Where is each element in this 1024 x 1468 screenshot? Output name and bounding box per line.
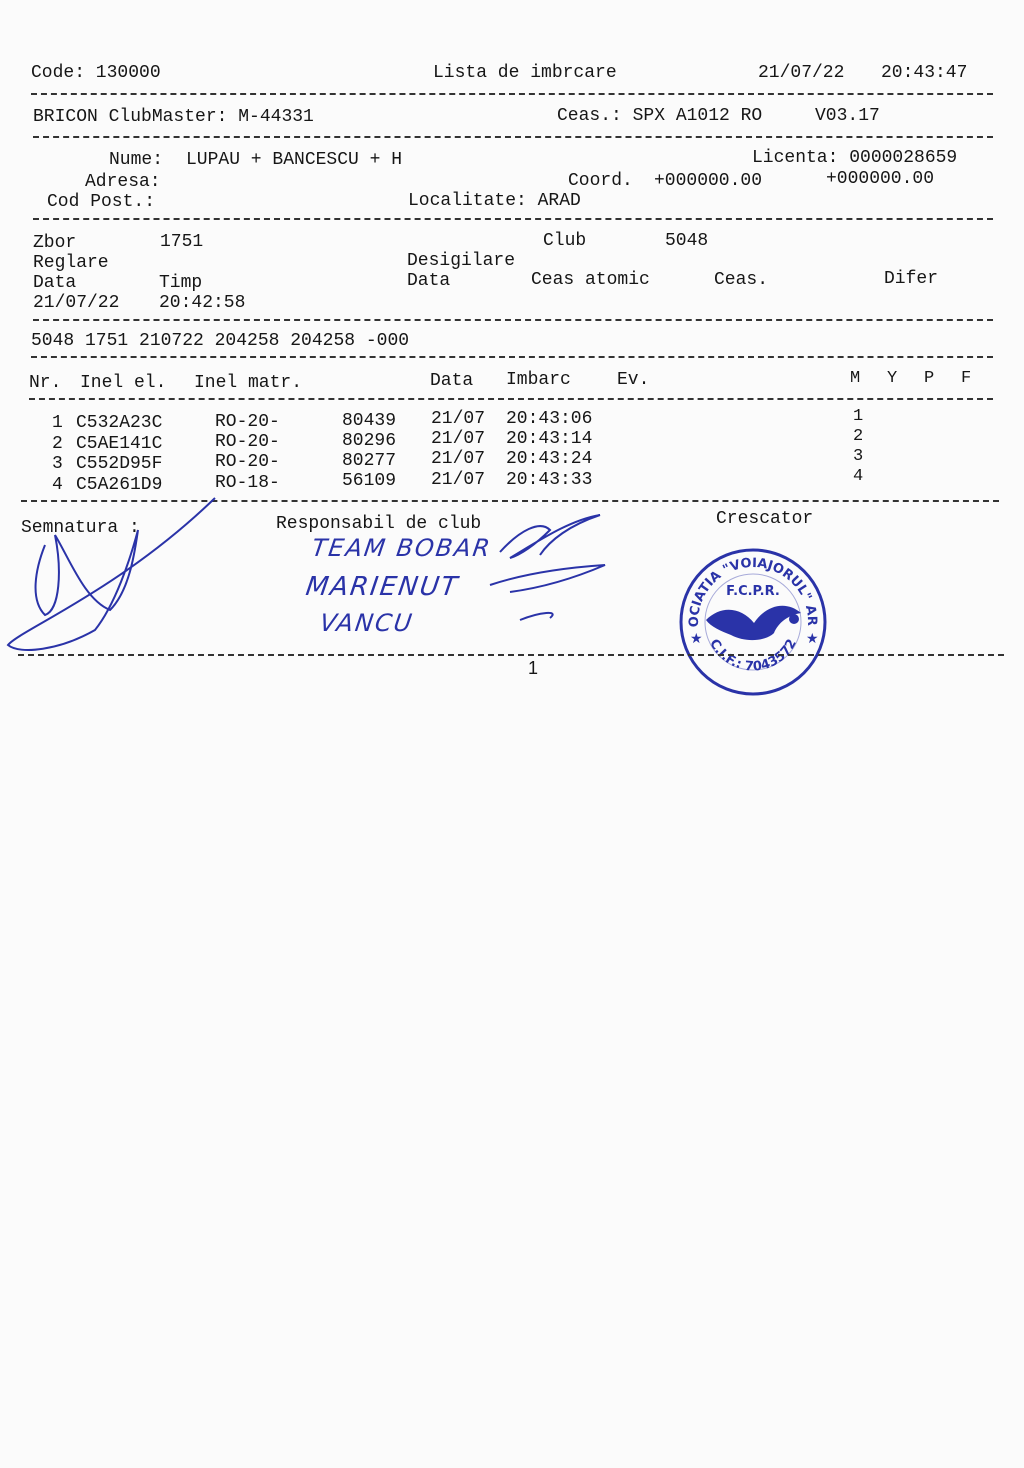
license: Licenta: 0000028659 xyxy=(752,148,958,168)
row-m: 2 xyxy=(853,427,864,446)
difer-label: Difer xyxy=(884,269,939,289)
svg-text:★: ★ xyxy=(806,631,819,647)
ceas-label: Ceas. xyxy=(714,270,769,290)
row-nr: 2 xyxy=(52,434,63,454)
row-date: 21/07 xyxy=(431,449,486,469)
address-label: Adresa: xyxy=(85,172,161,192)
row-nr: 1 xyxy=(52,413,63,433)
col-nr: Nr. xyxy=(29,373,62,393)
locality: Localitate: ARAD xyxy=(408,191,581,211)
row-time: 20:43:33 xyxy=(506,470,593,490)
name-label: Nume: xyxy=(109,150,164,170)
responsabil-label: Responsabil de club xyxy=(276,514,482,534)
row-time: 20:43:24 xyxy=(506,449,593,469)
divider xyxy=(33,136,993,138)
row-inel-el: C5AE141C xyxy=(76,434,163,454)
header-time: 20:43:47 xyxy=(881,63,968,83)
page-number: 1 xyxy=(528,658,539,678)
club-master: BRICON ClubMaster: M-44331 xyxy=(33,107,314,127)
col-inel-matr: Inel matr. xyxy=(194,373,303,393)
header-date: 21/07/22 xyxy=(758,63,845,83)
row-inel-num: 80277 xyxy=(342,451,397,471)
row-inel-num: 56109 xyxy=(342,471,397,491)
zbor-label: Zbor xyxy=(33,233,77,253)
col-m: M xyxy=(850,369,861,388)
col-data: Data xyxy=(430,371,474,391)
timp-label: Timp xyxy=(159,273,203,293)
data-label: Data xyxy=(33,273,77,293)
row-inel-matr: RO-20- xyxy=(215,432,280,452)
stamp-top-text: ASOCIATIA "VOIAJORUL" ARAD xyxy=(670,534,820,628)
coord-1: +000000.00 xyxy=(654,171,763,191)
signature-scribble xyxy=(0,490,250,660)
row-time: 20:43:06 xyxy=(506,409,593,429)
semnatura-label: Semnatura : xyxy=(21,518,140,538)
desigilare-label: Desigilare xyxy=(407,251,516,271)
row-m: 4 xyxy=(853,467,864,486)
code-line: 5048 1751 210722 204258 204258 -000 xyxy=(31,331,410,351)
row-inel-num: 80439 xyxy=(342,411,397,431)
stamp-center-text: F.C.P.R. xyxy=(726,584,780,599)
divider xyxy=(18,654,1004,656)
owner-name: LUPAU + BANCESCU + H xyxy=(186,150,403,170)
row-inel-el: C532A23C xyxy=(76,413,163,433)
handwritten-name: TEAM BOBAR xyxy=(310,534,494,562)
divider xyxy=(31,93,993,95)
club-label: Club xyxy=(543,231,587,251)
row-inel-matr: RO-20- xyxy=(215,452,280,472)
divider xyxy=(31,356,993,358)
row-date: 21/07 xyxy=(431,429,486,449)
reglare-time: 20:42:58 xyxy=(159,293,246,313)
signature-scribble xyxy=(480,500,640,640)
col-ev: Ev. xyxy=(617,370,650,390)
club-stamp xyxy=(670,534,830,699)
data2-label: Data xyxy=(407,271,451,291)
svg-text:★: ★ xyxy=(690,631,703,647)
clock-info: Ceas.: SPX A1012 RO xyxy=(557,106,763,126)
row-m: 3 xyxy=(853,447,864,466)
stamp-bottom-text: C.I.F.: 7043572 xyxy=(706,636,800,675)
row-nr: 4 xyxy=(52,475,63,495)
row-date: 21/07 xyxy=(431,409,486,429)
col-imbarc: Imbarc xyxy=(506,370,571,390)
code-label: Code: 130000 xyxy=(31,63,161,83)
row-inel-num: 80296 xyxy=(342,431,397,451)
divider xyxy=(33,319,993,321)
divider xyxy=(33,218,993,220)
col-f: F xyxy=(961,369,972,388)
row-inel-matr: RO-20- xyxy=(215,412,280,432)
col-p: P xyxy=(924,369,935,388)
crescator-label: Crescator xyxy=(716,509,814,529)
document-title: Lista de imbrcare xyxy=(433,63,617,83)
reglare-date: 21/07/22 xyxy=(33,293,120,313)
row-date: 21/07 xyxy=(431,470,486,490)
club-value: 5048 xyxy=(665,231,709,251)
ceas-atomic-label: Ceas atomic xyxy=(531,270,650,290)
col-inel-el: Inel el. xyxy=(80,373,167,393)
reglare-label: Reglare xyxy=(33,253,109,273)
row-inel-el: C552D95F xyxy=(76,454,163,474)
handwritten-name: MARIENUT xyxy=(303,572,461,602)
col-y: Y xyxy=(887,369,898,388)
zbor-value: 1751 xyxy=(160,232,204,252)
handwritten-name: VANCU xyxy=(318,609,416,637)
row-inel-el: C5A261D9 xyxy=(76,475,163,495)
row-nr: 3 xyxy=(52,454,63,474)
row-inel-matr: RO-18- xyxy=(215,473,280,493)
coord-label: Coord. xyxy=(568,171,633,191)
coord-2: +000000.00 xyxy=(826,169,935,189)
postal-label: Cod Post.: xyxy=(47,192,156,212)
divider xyxy=(29,398,993,400)
row-time: 20:43:14 xyxy=(506,429,593,449)
row-m: 1 xyxy=(853,407,864,426)
clock-version: V03.17 xyxy=(815,106,880,126)
